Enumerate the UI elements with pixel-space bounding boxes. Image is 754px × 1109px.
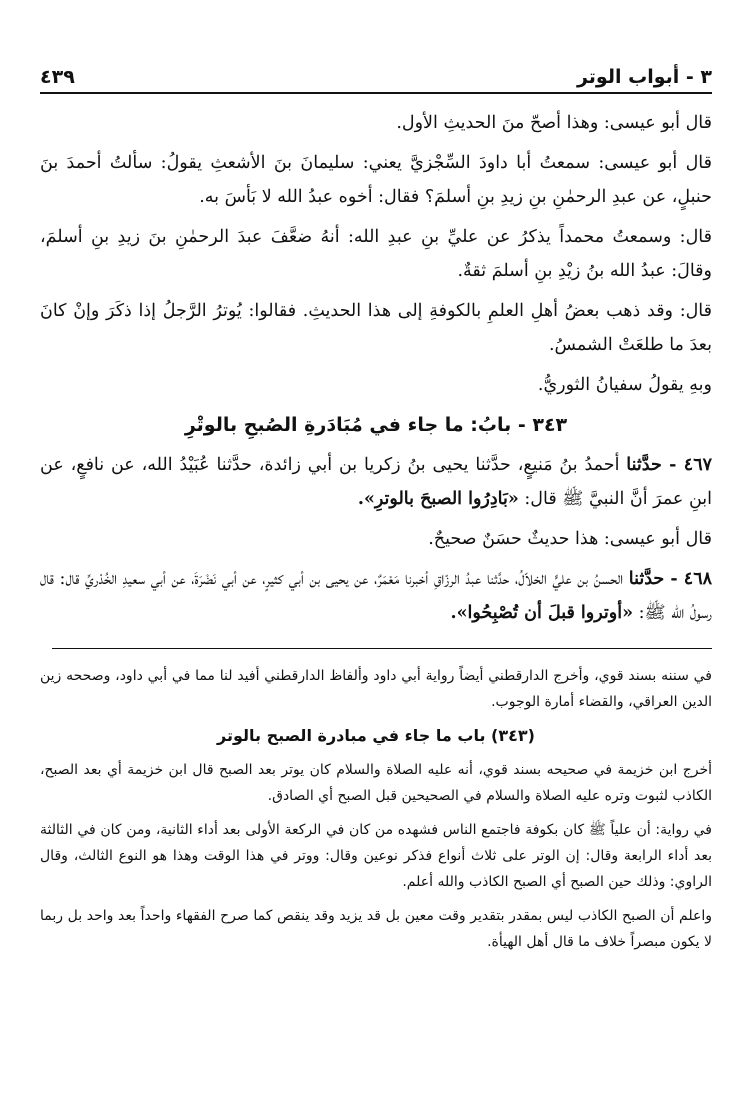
page-number: ٤٣٩ xyxy=(40,66,75,88)
main-text xyxy=(40,106,712,630)
note-paragraph: في رواية: أن علياً ﷺ كان بكوفة فاجتمع الناس فشهده من كان في الركعة الأولى بعد أداء الثانية، ومن كان في الثالثة بعد أداء الرابعة وقال: إن الوتر على ثلاث أنواع فذكر نوعين وقال: ووتر في هذا الوقت وهذا هو النوع الثالث، وقال الراوي: وذلك حين الصبح أي الصبح الكاذب والله أعلم. xyxy=(40,822,712,890)
paragraph: قال أبو عيسى: هذا حديثٌ حسَنٌ صحيحٌ. xyxy=(428,529,712,549)
page xyxy=(40,52,712,1092)
note-paragraph: أخرج ابن خزيمة في صحيحه بسند قوي، أنه عليه الصلاة والسلام كان يوتر بعد الصبح قال ابن خزيمة أي بعد الصبح، الكاذب لثبوت وتره عليه الصلاة والسلام في الصحيحين قبل الصبح أي الصادق. xyxy=(40,762,712,804)
hadith-467 xyxy=(40,448,712,516)
running-header xyxy=(40,52,712,94)
paragraph: وبهِ يقولُ سفيانُ الثوريُّ. xyxy=(537,375,712,395)
note-title: (٣٤٣) باب ما جاء في مبادرة الصبح بالوتر xyxy=(217,726,535,745)
paragraph: قال: وسمعتُ محمداً يذكرُ عن عليِّ بنِ عبدِ الله: أنهُ ضعَّفَ عبدَ الرحمٰنِ بنَ زيدِ بنِ أسلمَ، وقالَ: عبدُ الله بنُ زيْدِ بنِ أسلمَ ثقةٌ. xyxy=(40,227,712,281)
hadith-number: ٤٦٧ - حدَّثنا xyxy=(626,455,712,475)
commentary xyxy=(40,663,712,955)
chapter-title: ٣٤٣ - بابُ: ما جاء في مُبَادَرةِ الصُبحِ بالوتْرِ xyxy=(184,414,568,436)
paragraph: قال أبو عيسى: سمعتُ أبا داودَ السِّجْزيَّ يعني: سليمانَ بنَ الأشعثِ يقولُ: سألتُ أحمدَ بنَ حنبلٍ، عن عبدِ الرحمٰنِ بنِ زيدِ بنِ أسلمَ؟ فقال: أخوه عبدُ الله لا بَأسَ به. xyxy=(40,153,712,207)
hadith-468 xyxy=(40,562,712,630)
paragraph: قال أبو عيسى: وهذا أصحّ منَ الحديثِ الأول. xyxy=(396,113,712,133)
note-paragraph: واعلم أن الصبح الكاذب ليس بمقدر بتقدير وقت معين بل قد يزيد وقد ينقص كما صرح الفقهاء واحداً بعد واحد بل ربما لا يكون مبصراً خلاف ما قال أهل الهيأة. xyxy=(40,908,712,950)
chapter-heading: ٣ - أبواب الوتر xyxy=(576,66,712,88)
paragraph: قال: وقد ذهب بعضُ أهلِ العلمِ بالكوفةِ إلى هذا الحديثِ. فقالوا: يُوترُ الرَّجلُ إذا ذكَرَ وإنْ كانَ بعدَ ما طلعَتْ الشمسُ. xyxy=(40,301,712,355)
footnote-divider xyxy=(52,648,712,649)
matn: «بَادِرُوا الصبحَ بالوترِ». xyxy=(357,489,519,509)
hadith-number: ٤٦٨ - حدَّثنا xyxy=(628,569,712,589)
note-paragraph: في سننه بسند قوي، وأخرج الدارقطني أيضاً رواية أبي داود وألفاظ الدارقطني أفيد لنا مما في أبي داود، وصححه زين الدين العراقي، والقضاء أمارة الوجوب. xyxy=(40,668,712,710)
isnad: الحسنُ بن عليٍّ الخلاّلُ، حدَّثنا عبدُ الرزّاقِ أخبرنا مَعْمَرٌ، عن يحيى بن أبي كثيرٍ، عن أبي نَضْرَةَ، عن أبي سعيدِ الخُدْريِّ قال: قال رسولُ الله ﷺ: xyxy=(40,569,712,623)
matn: «أوتروا قبلَ أن تُصْبِحُوا». xyxy=(450,603,634,623)
isnad: أحمدُ بنُ مَنيعٍ، حدَّثنا يحيى بنُ زكريا بن أبي زائدة، حدَّثنا عُبَيْدُ الله، عن نافعٍ، عن ابنِ عمرَ أنَّ النبيَّ ﷺ قال: xyxy=(40,455,712,509)
